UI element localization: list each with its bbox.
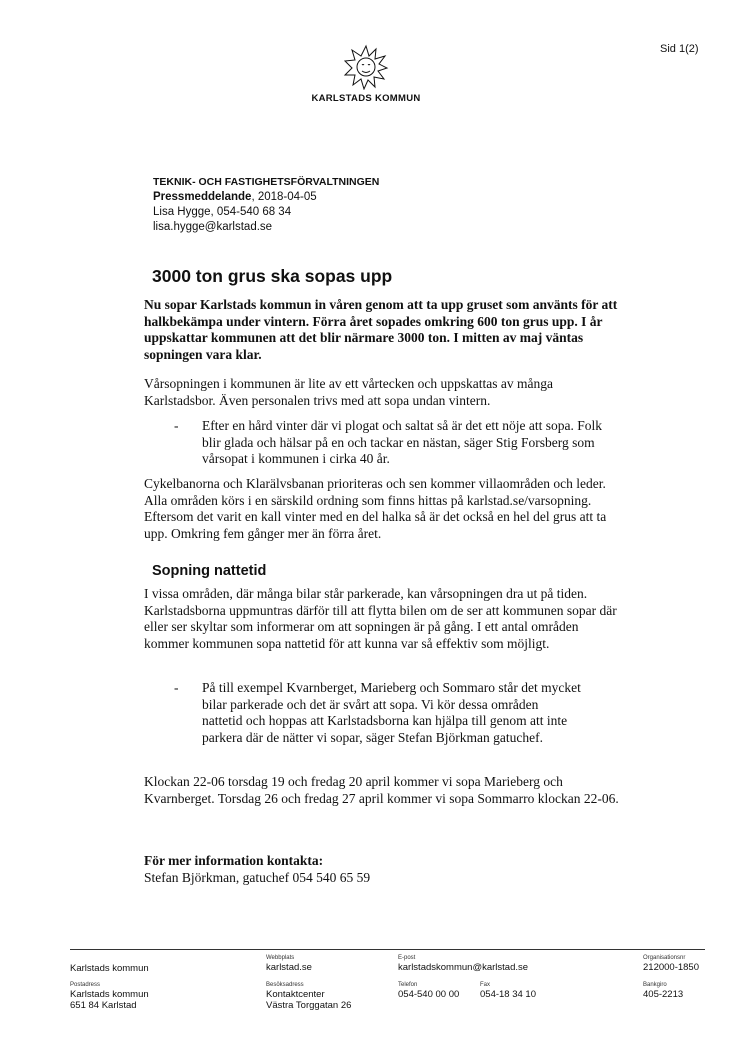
headline: 3000 ton grus ska sopas upp (152, 266, 393, 286)
quote-text: På till exempel Kvarnberget, Marieberg och Sommaro står det mycket bilar parkerade och det är svårt att sopa. Vi kör dessa områden nattetid och hoppas att Karlstadsborna kan hjälpa till genom att inte parkera där de nätter vi sopar, säger Stefan Björkman gatuchef. (202, 680, 581, 745)
contact-email: lisa.hygge@karlstad.se (153, 221, 273, 233)
press-meta (153, 175, 379, 235)
paragraph-4: Klockan 22-06 torsdag 19 och fredag 20 april kommer vi sopa Marieberg och Kvarnberget. Torsdag 26 och fredag 27 april kommer vi sopa Sommarro klockan 22-06. (144, 774, 619, 806)
press-date: , 2018-04-05 (251, 191, 317, 203)
footer-org-name: Karlstads kommun (70, 963, 149, 974)
footer-email: E-post karlstadskommun@karlstad.se (398, 955, 529, 973)
lead-paragraph: Nu sopar Karlstads kommun in våren genom att ta upp gruset som använts för att halkbekämpa under vintern. Förra året sopades omkring 600 ton grus upp. I år uppskattar kommunen att det blir närmare 3000 ton. I mitten av maj väntas sopningen vara klar. (144, 297, 618, 362)
sun-logo-icon (343, 44, 389, 90)
contact-label: För mer information kontakta: (144, 853, 324, 868)
quote-dash: - (174, 680, 179, 695)
footer-web-link[interactable]: karlstad.se (266, 962, 312, 973)
footer-org (70, 963, 149, 974)
paragraph-2: Cykelbanorna och Klarälvsbanan prioriteras och sen kommer villaområden och leder. Alla områden körs i en särskild ordning som finns hittas på karlstad.se/varsopning. Eftersom det varit en kall vinter med en del halka så är det också en hel del grus att ta upp. Omkring fem gånger mer än förra året. (144, 476, 607, 541)
footer-divider (70, 949, 705, 950)
quote-dash: - (174, 418, 179, 433)
paragraph-1: Vårsopningen i kommunen är lite av ett vårtecken och uppskattas av många Karlstadsbor. Även personalen trivs med att sopa undan vintern. (144, 376, 553, 408)
footer-bank: Bankgiro 405-2213 (643, 982, 684, 1000)
footer-phone: Telefon 054-540 00 00 (398, 982, 460, 1000)
subheading: Sopning nattetid (152, 563, 267, 579)
press-label: Pressmeddelande (153, 191, 252, 203)
footer-email-link[interactable]: karlstadskommun@karlstad.se (398, 962, 529, 973)
footer-fax: Fax 054-18 34 10 (480, 982, 536, 1000)
quote-2 (144, 680, 614, 746)
footer-orgnr: Organisationsnr 212000-1850 (643, 955, 699, 973)
contact-block (144, 853, 624, 886)
logo (300, 44, 432, 104)
footer-visit: Besöksadress Kontaktcenter Västra Torggatan 26 (266, 982, 352, 1011)
logo-text: KARLSTADS KOMMUN (311, 93, 421, 104)
contact-person: Lisa Hygge, 054-540 68 34 (153, 206, 292, 218)
paragraph-3: I vissa områden, där många bilar står parkerade, kan vårsopningen dra ut på tiden. Karlstadsborna uppmuntras därför till att flytta bilen om de ser att kommunen sopar där eller ser skyltar som informerar om att sopningen är på gång. I ett antal områden kommer kommunen sopa nattetid för att kunna var så effektiv som möjligt. (144, 586, 617, 651)
quote-text: Efter en hård vinter där vi plogat och saltat så är det ett nöje att sopa. Folk blir glada och hälsar på en och tackar en nästan, säger Stig Forsberg som vårsopat i kommunen i cirka 40 år. (202, 418, 602, 466)
page-number: Sid 1(2) (660, 43, 699, 55)
footer-postal: Postadress Karlstads kommun 651 84 Karlstad (70, 982, 149, 1011)
press-line (153, 190, 379, 205)
footer-web: Webbplats karlstad.se (266, 955, 312, 973)
quote-1 (144, 418, 614, 468)
contact-text: Stefan Björkman, gatuchef 054 540 65 59 (144, 869, 371, 885)
department: TEKNIK- OCH FASTIGHETSFÖRVALTNINGEN (153, 176, 380, 188)
